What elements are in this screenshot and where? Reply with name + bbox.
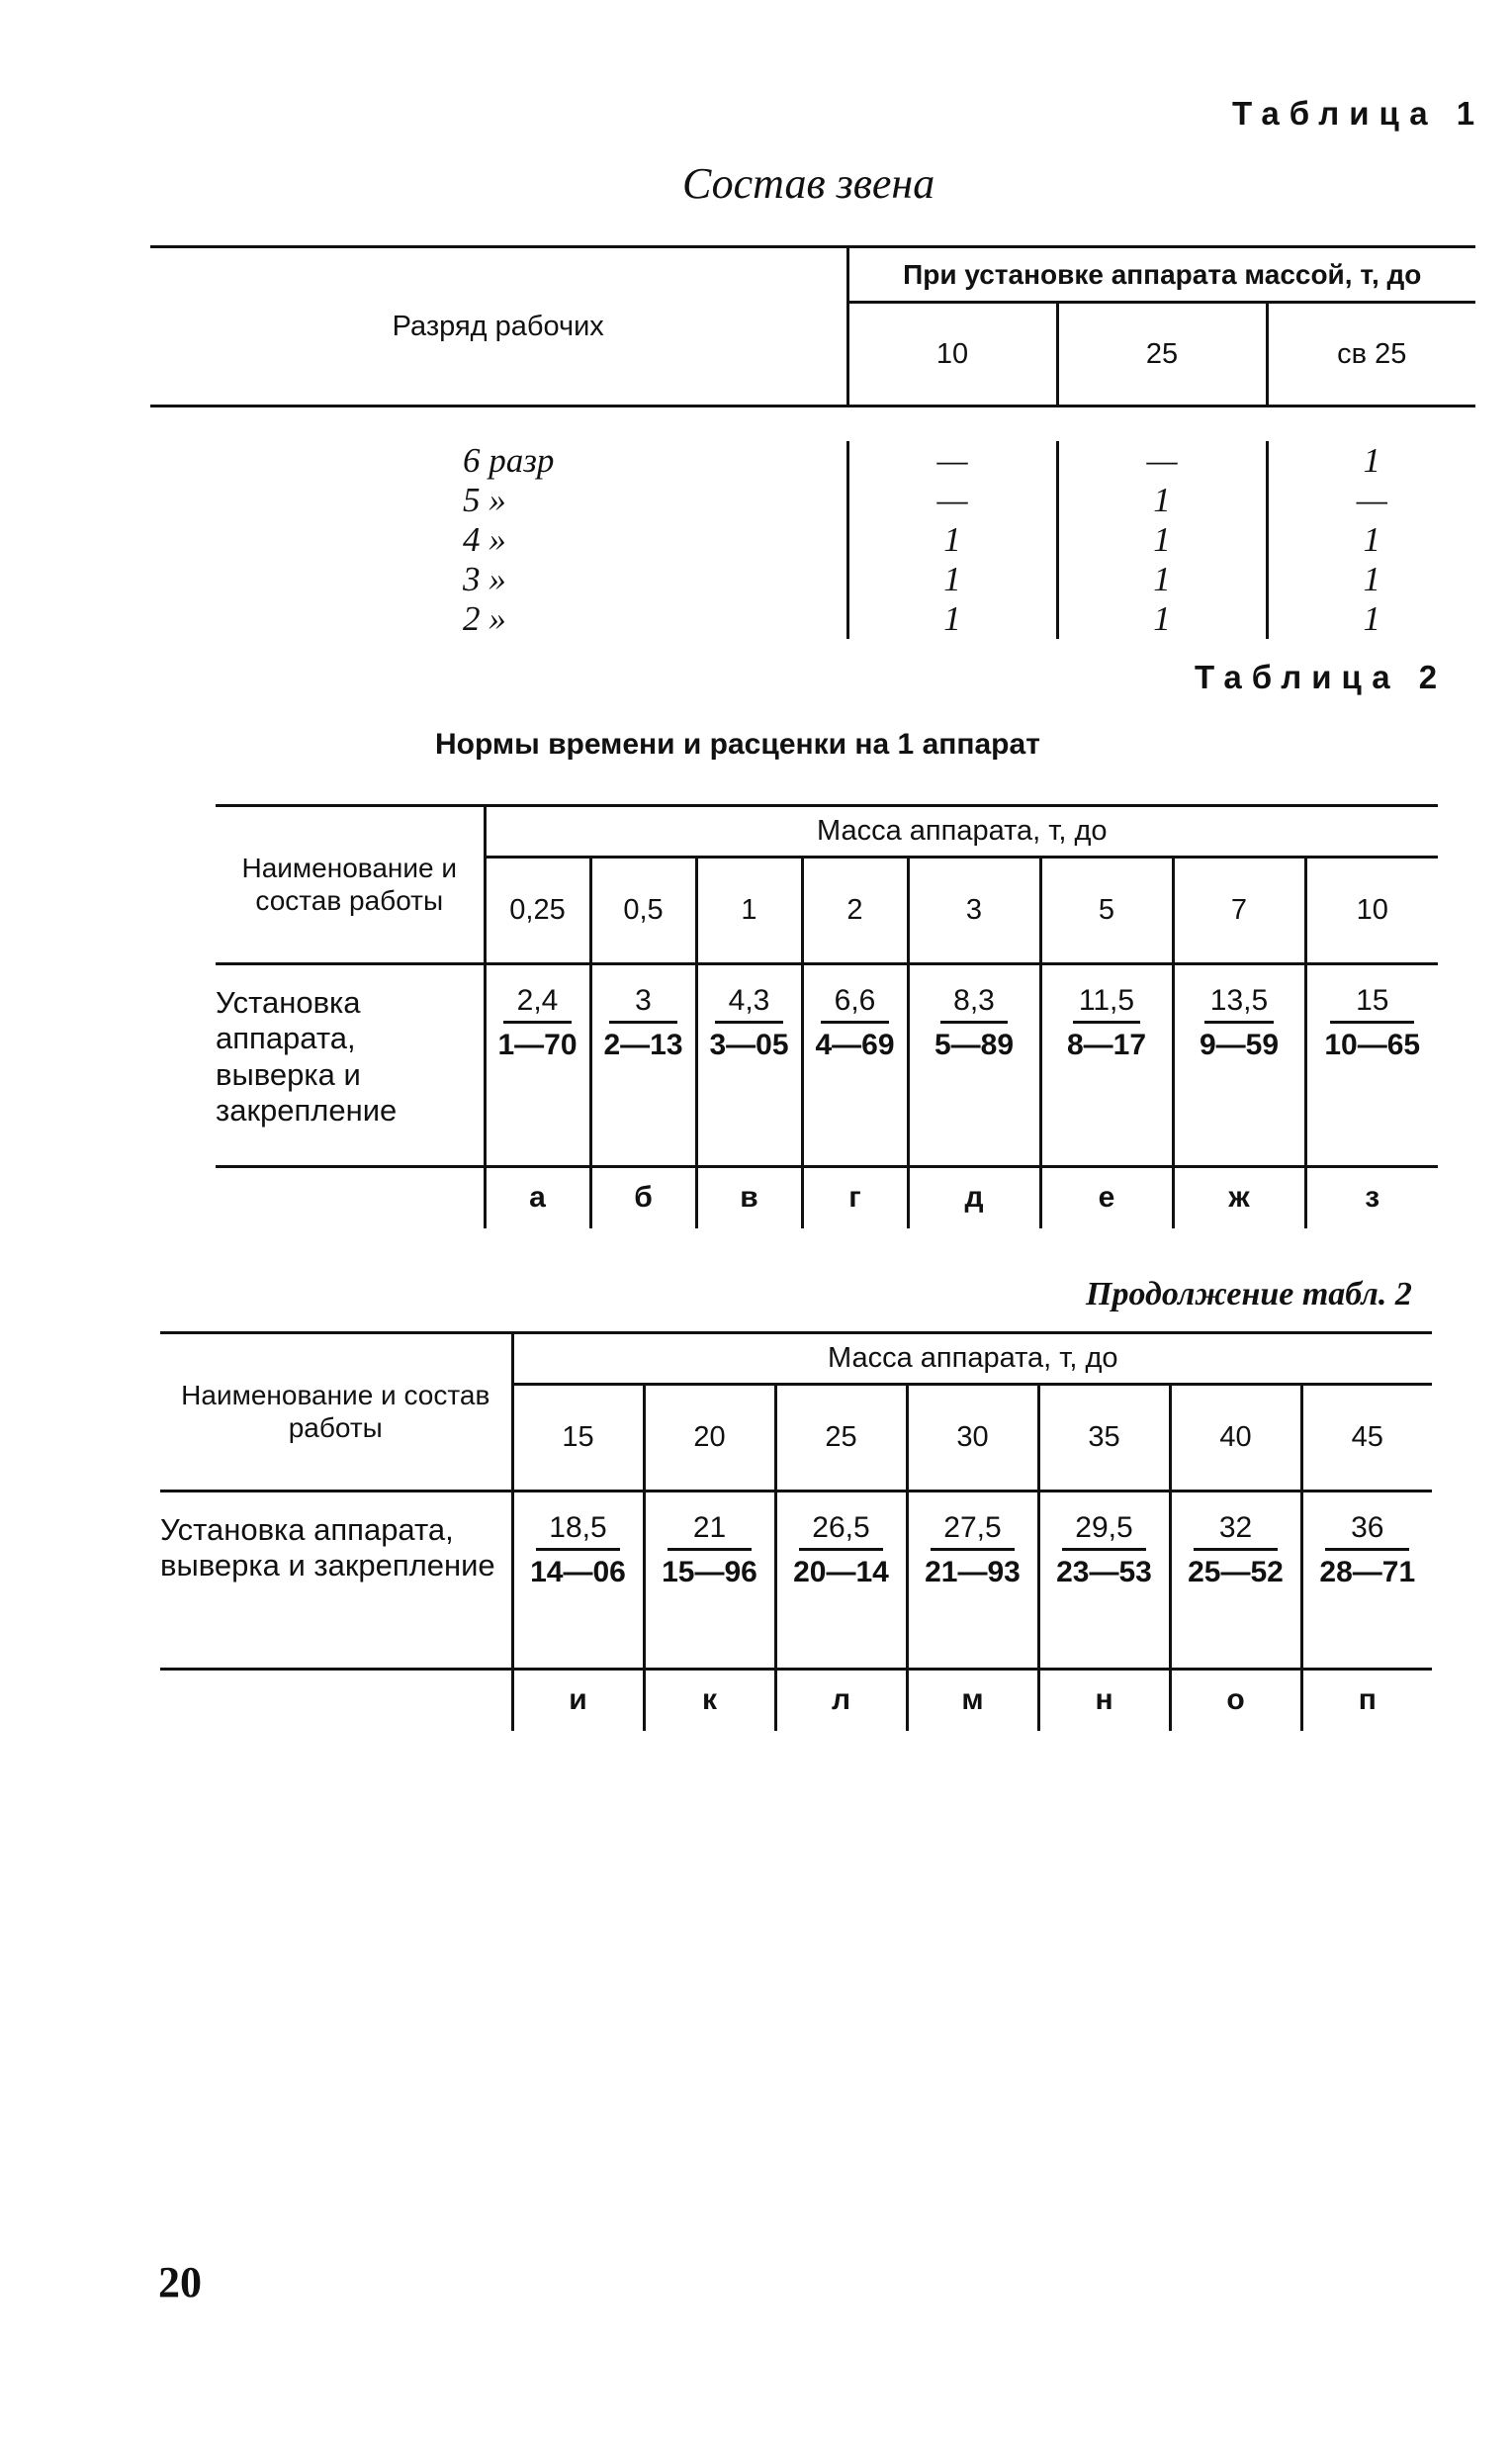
table2-col-header: 7 — [1173, 858, 1305, 964]
table1-label: Таблица 1 — [1232, 95, 1485, 132]
value-cell: 1 — [1057, 560, 1267, 599]
table2-group-header: Масса аппарата, т, до — [485, 806, 1438, 858]
table1-title: Состав звена — [682, 159, 935, 208]
table1-col-header: св 25 — [1267, 303, 1475, 407]
norm-value: 2,4 — [503, 985, 571, 1024]
table2-cont-col-header: 20 — [644, 1385, 775, 1492]
column-letter: м — [907, 1670, 1038, 1731]
table1 — [150, 245, 1475, 407]
value-cell: 1 — [847, 520, 1057, 560]
rate-value: 20—14 — [793, 1555, 889, 1588]
table2-cont-col-header: 30 — [907, 1385, 1038, 1492]
table2-col-header: 1 — [696, 858, 802, 964]
table2-col-header: 10 — [1305, 858, 1438, 964]
grade-cell: 5 » — [463, 481, 506, 519]
column-letter: г — [802, 1167, 908, 1228]
table2-cont-row-header: Наименование и состав работы — [160, 1333, 512, 1492]
rate-value: 2—13 — [603, 1028, 683, 1061]
rate-value: 10—65 — [1324, 1028, 1421, 1061]
norm-value: 32 — [1194, 1512, 1278, 1551]
norm-value: 6,6 — [821, 985, 888, 1024]
table2-cont-work-name: Установка аппарата, выверка и закрепление — [160, 1492, 512, 1670]
table2 — [216, 804, 1438, 1228]
norm-value: 26,5 — [799, 1512, 883, 1551]
rate-value: 15—96 — [662, 1555, 757, 1588]
table2-title: Нормы времени и расценки на 1 аппарат — [435, 728, 1040, 761]
value-cell: 1 — [1057, 599, 1267, 639]
norm-value: 36 — [1325, 1512, 1409, 1551]
value-cell: — — [1057, 441, 1267, 481]
value-cell: — — [847, 481, 1057, 520]
value-cell: — — [847, 441, 1057, 481]
column-letter: о — [1170, 1670, 1301, 1731]
norm-value: 11,5 — [1073, 985, 1140, 1024]
grade-cell: 3 » — [463, 560, 506, 598]
norm-value: 13,5 — [1204, 985, 1274, 1024]
column-letter: е — [1040, 1167, 1173, 1228]
rate-value: 9—59 — [1199, 1028, 1280, 1061]
value-cell: 1 — [1267, 441, 1475, 481]
value-cell: 1 — [847, 599, 1057, 639]
grade-cell: 4 » — [463, 520, 506, 559]
value-cell: 1 — [1267, 560, 1475, 599]
value-cell: 1 — [1057, 481, 1267, 520]
table2-cont-label: Продолжение табл. 2 — [1086, 1276, 1412, 1312]
rate-value: 4—69 — [815, 1028, 895, 1061]
table1-body — [150, 441, 1475, 639]
value-cell: 1 — [847, 560, 1057, 599]
column-letter: б — [590, 1167, 696, 1228]
column-letter: а — [485, 1167, 590, 1228]
column-letter: в — [696, 1167, 802, 1228]
table2-col-header: 2 — [802, 858, 908, 964]
table2-col-header: 3 — [908, 858, 1040, 964]
table2-cont-col-header: 35 — [1038, 1385, 1170, 1492]
table2-label: Таблица 2 — [1195, 659, 1448, 695]
table1-col-header: 10 — [847, 303, 1057, 407]
rate-value: 3—05 — [709, 1028, 789, 1061]
norm-value: 3 — [609, 985, 676, 1024]
table2-col-header: 5 — [1040, 858, 1173, 964]
column-letter: и — [512, 1670, 644, 1731]
column-letter: з — [1305, 1167, 1438, 1228]
column-letter: к — [644, 1670, 775, 1731]
value-cell: 1 — [1267, 599, 1475, 639]
table2-cont-col-header: 40 — [1170, 1385, 1301, 1492]
table2-continuation — [160, 1331, 1432, 1731]
table2-cont-group-header: Масса аппарата, т, до — [512, 1333, 1432, 1385]
rate-value: 5—89 — [934, 1028, 1015, 1061]
table2-cont-col-header: 15 — [512, 1385, 644, 1492]
value-cell: 1 — [1057, 520, 1267, 560]
table2-cont-col-header: 25 — [775, 1385, 907, 1492]
column-letter: п — [1301, 1670, 1432, 1731]
table1-row-header: Разряд рабочих — [392, 310, 604, 342]
table2-cont-col-header: 45 — [1301, 1385, 1432, 1492]
table2-col-header: 0,25 — [485, 858, 590, 964]
table2-work-name: Установка аппарата, выверка и закрепление — [216, 964, 485, 1167]
norm-value: 29,5 — [1062, 1512, 1146, 1551]
rate-value: 25—52 — [1188, 1555, 1284, 1588]
table1-col-header: 25 — [1057, 303, 1267, 407]
value-cell: 1 — [1267, 520, 1475, 560]
column-letter: д — [908, 1167, 1040, 1228]
column-letter: н — [1038, 1670, 1170, 1731]
rate-value: 8—17 — [1066, 1028, 1147, 1061]
table2-row-header: Наименование и состав работы — [216, 806, 485, 964]
grade-cell: 2 » — [463, 599, 506, 638]
norm-value: 8,3 — [940, 985, 1008, 1024]
grade-cell: 6 разр — [463, 441, 555, 480]
norm-value: 21 — [667, 1512, 752, 1551]
rate-value: 14—06 — [530, 1555, 626, 1588]
column-letter: ж — [1173, 1167, 1305, 1228]
norm-value: 27,5 — [931, 1512, 1015, 1551]
page-number: 20 — [158, 2258, 202, 2306]
rate-value: 28—71 — [1319, 1555, 1416, 1588]
table2-col-header: 0,5 — [590, 858, 696, 964]
value-cell: — — [1267, 481, 1475, 520]
rate-value: 1—70 — [497, 1028, 578, 1061]
rate-value: 23—53 — [1056, 1555, 1152, 1588]
norm-value: 15 — [1330, 985, 1414, 1024]
column-letter: л — [775, 1670, 907, 1731]
table1-group-header: При установке аппарата массой, т, до — [847, 247, 1475, 303]
norm-value: 18,5 — [536, 1512, 620, 1551]
norm-value: 4,3 — [715, 985, 782, 1024]
rate-value: 21—93 — [925, 1555, 1021, 1588]
